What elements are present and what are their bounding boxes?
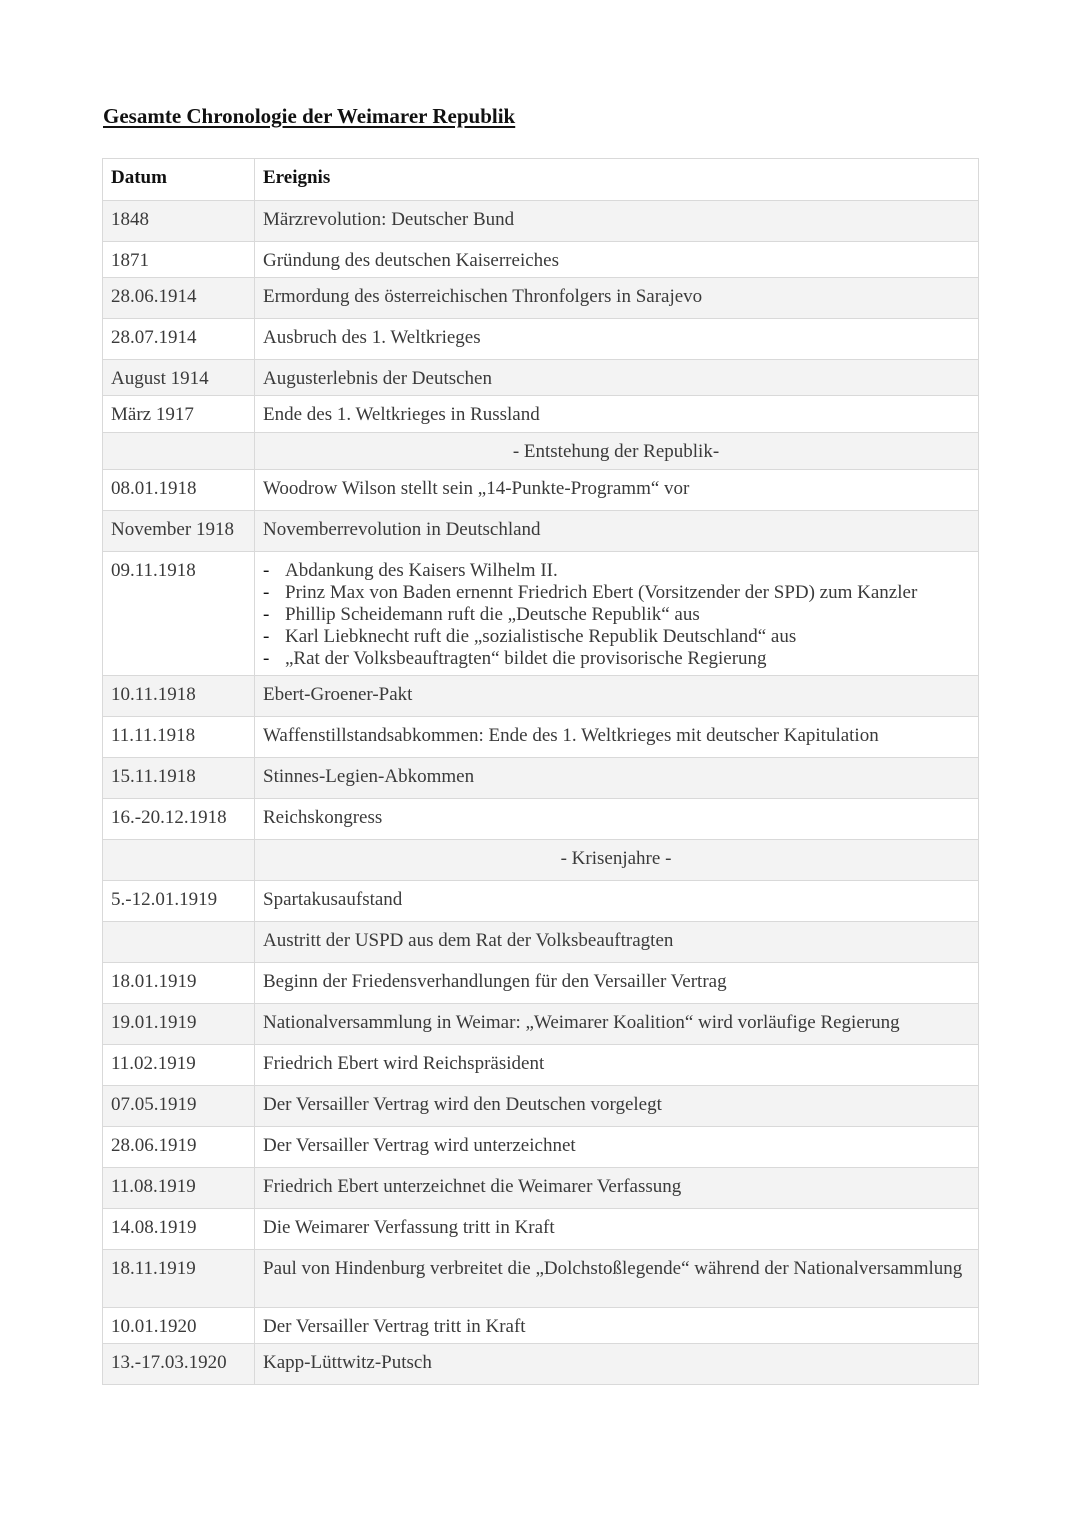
event-cell: Ermordung des österreichischen Thronfolgers in Sarajevo	[255, 278, 979, 319]
event-bullet-item: - Phillip Scheidemann ruft die „Deutsche Republik“ aus	[263, 604, 969, 626]
table-row	[103, 1004, 979, 1045]
event-cell: Augusterlebnis der Deutschen	[255, 360, 979, 396]
table-row	[103, 1308, 979, 1344]
event-cell	[255, 552, 979, 676]
table-row	[103, 360, 979, 396]
date-cell: 14.08.1919	[103, 1209, 255, 1250]
section-row	[103, 433, 979, 470]
event-cell: Ausbruch des 1. Weltkrieges	[255, 319, 979, 360]
section-row	[103, 840, 979, 881]
event-cell: Der Versailler Vertrag tritt in Kraft	[255, 1308, 979, 1344]
table-row	[103, 1209, 979, 1250]
date-cell: 07.05.1919	[103, 1086, 255, 1127]
date-cell	[103, 840, 255, 881]
date-cell: November 1918	[103, 511, 255, 552]
event-bullet-item: - Prinz Max von Baden ernennt Friedrich Ebert (Vorsitzender der SPD) zum Kanzler	[263, 582, 969, 604]
date-cell: 11.11.1918	[103, 717, 255, 758]
event-bullet-item: - Karl Liebknecht ruft die „sozialistische Republik Deutschland“ aus	[263, 626, 969, 648]
page-title: Gesamte Chronologie der Weimarer Republik	[103, 104, 516, 128]
date-cell: 13.-17.03.1920	[103, 1344, 255, 1385]
date-cell: 1871	[103, 242, 255, 278]
date-cell: August 1914	[103, 360, 255, 396]
event-cell: Waffenstillstandsabkommen: Ende des 1. Weltkrieges mit deutscher Kapitulation	[255, 717, 979, 758]
header-date: Datum	[103, 159, 255, 201]
date-cell: März 1917	[103, 396, 255, 433]
table-body	[103, 201, 979, 1385]
event-bullet-item: - „Rat der Volksbeauftragten“ bildet die provisorische Regierung	[263, 648, 969, 670]
table-row	[103, 201, 979, 242]
header-row	[103, 159, 979, 201]
table-row	[103, 922, 979, 963]
table-row	[103, 511, 979, 552]
table-row	[103, 1250, 979, 1308]
date-cell: 08.01.1918	[103, 470, 255, 511]
table-row	[103, 676, 979, 717]
table-row	[103, 278, 979, 319]
table-row	[103, 552, 979, 676]
event-cell: Beginn der Friedensverhandlungen für den Versailler Vertrag	[255, 963, 979, 1004]
table-row	[103, 470, 979, 511]
event-cell: Friedrich Ebert unterzeichnet die Weimarer Verfassung	[255, 1168, 979, 1209]
date-cell: 18.11.1919	[103, 1250, 255, 1308]
event-cell: Friedrich Ebert wird Reichspräsident	[255, 1045, 979, 1086]
date-cell: 11.02.1919	[103, 1045, 255, 1086]
event-cell: Ende des 1. Weltkrieges in Russland	[255, 396, 979, 433]
event-cell: Reichskongress	[255, 799, 979, 840]
date-cell: 16.-20.12.1918	[103, 799, 255, 840]
section-heading: - Entstehung der Republik-	[255, 433, 979, 470]
table-row	[103, 1086, 979, 1127]
date-cell: 10.01.1920	[103, 1308, 255, 1344]
event-cell: Der Versailler Vertrag wird den Deutschen vorgelegt	[255, 1086, 979, 1127]
table-row	[103, 717, 979, 758]
table-row	[103, 1344, 979, 1385]
event-cell: Austritt der USPD aus dem Rat der Volksbeauftragten	[255, 922, 979, 963]
date-cell: 28.06.1919	[103, 1127, 255, 1168]
date-cell: 11.08.1919	[103, 1168, 255, 1209]
table-row	[103, 319, 979, 360]
event-bullet-list	[263, 560, 969, 670]
event-cell: Novemberrevolution in Deutschland	[255, 511, 979, 552]
event-bullet-item: - Abdankung des Kaisers Wilhelm II.	[263, 560, 969, 582]
event-cell: Spartakusaufstand	[255, 881, 979, 922]
table-row	[103, 396, 979, 433]
date-cell: 5.-12.01.1919	[103, 881, 255, 922]
date-cell: 10.11.1918	[103, 676, 255, 717]
date-cell: 15.11.1918	[103, 758, 255, 799]
event-cell: Die Weimarer Verfassung tritt in Kraft	[255, 1209, 979, 1250]
event-cell: Der Versailler Vertrag wird unterzeichnet	[255, 1127, 979, 1168]
table-row	[103, 1045, 979, 1086]
event-cell: Woodrow Wilson stellt sein „14-Punkte-Programm“ vor	[255, 470, 979, 511]
table-row	[103, 881, 979, 922]
event-cell: Stinnes-Legien-Abkommen	[255, 758, 979, 799]
event-cell: Gründung des deutschen Kaiserreiches	[255, 242, 979, 278]
date-cell: 18.01.1919	[103, 963, 255, 1004]
chronology-table	[102, 158, 979, 1385]
event-cell: Märzrevolution: Deutscher Bund	[255, 201, 979, 242]
event-cell: Kapp-Lüttwitz-Putsch	[255, 1344, 979, 1385]
date-cell	[103, 433, 255, 470]
date-cell: 1848	[103, 201, 255, 242]
date-cell: 19.01.1919	[103, 1004, 255, 1045]
event-cell: Nationalversammlung in Weimar: „Weimarer Koalition“ wird vorläufige Regierung	[255, 1004, 979, 1045]
date-cell	[103, 922, 255, 963]
table-row	[103, 963, 979, 1004]
date-cell: 09.11.1918	[103, 552, 255, 676]
table-row	[103, 799, 979, 840]
table-row	[103, 242, 979, 278]
event-cell: Paul von Hindenburg verbreitet die „Dolchstoßlegende“ während der Nationalversammlung	[255, 1250, 979, 1308]
table-row	[103, 1168, 979, 1209]
section-heading: - Krisenjahre -	[255, 840, 979, 881]
date-cell: 28.07.1914	[103, 319, 255, 360]
table-row	[103, 1127, 979, 1168]
header-event: Ereignis	[255, 159, 979, 201]
table-row	[103, 758, 979, 799]
date-cell: 28.06.1914	[103, 278, 255, 319]
event-cell: Ebert-Groener-Pakt	[255, 676, 979, 717]
